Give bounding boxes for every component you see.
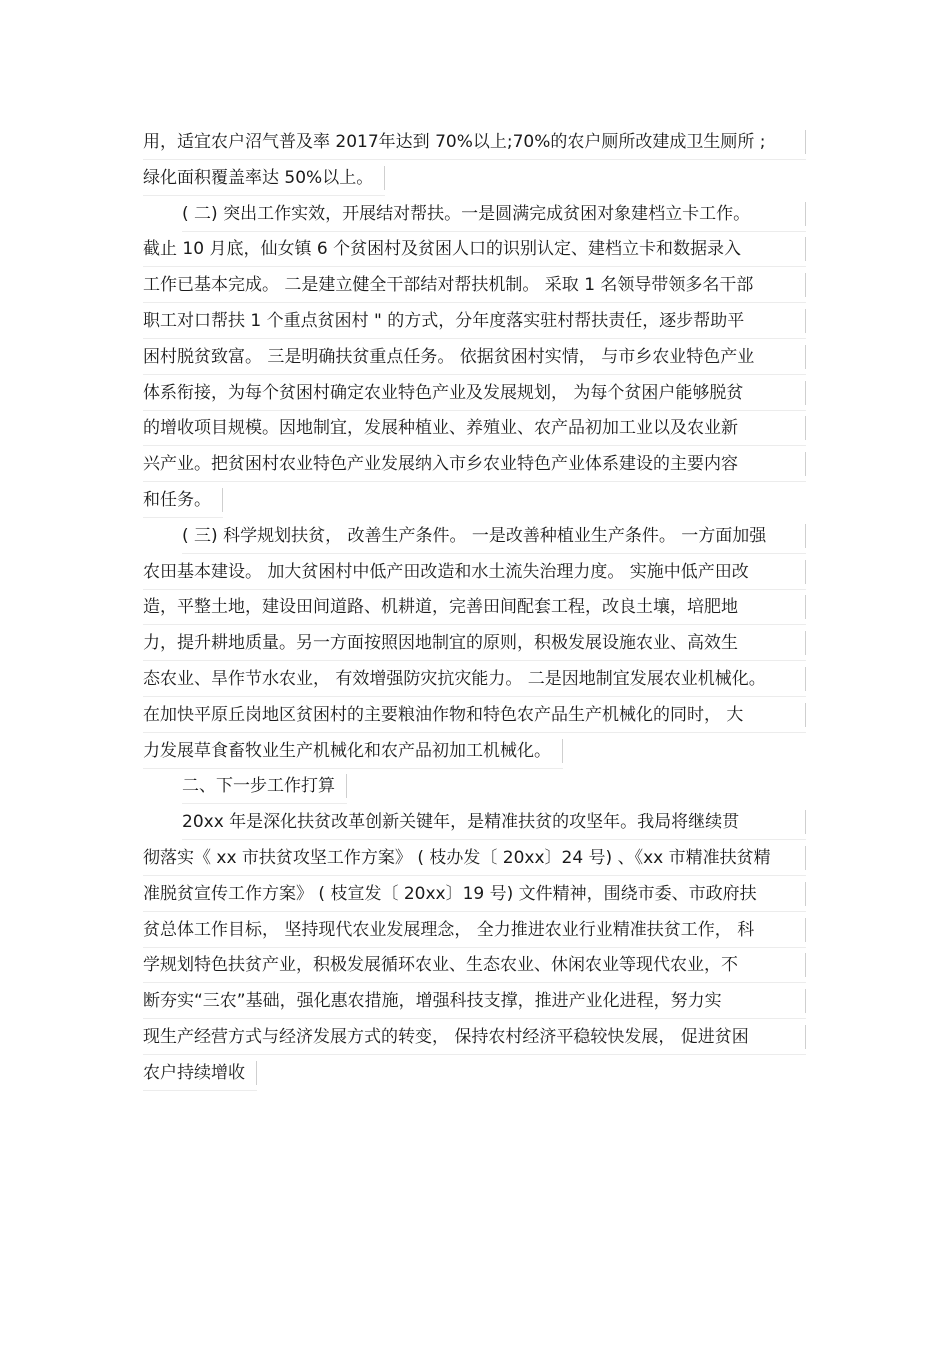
text-line: [143, 1055, 257, 1091]
text-line: [143, 160, 385, 196]
line-edge-divider: [805, 882, 806, 906]
line-text: 学规划特色扶贫产业，积极发展循环农业、生态农业、休闲农业等现代农业，不: [143, 955, 738, 976]
text-line: [143, 1019, 806, 1055]
text-line: [143, 124, 806, 160]
line-text: 农户持续增收: [143, 1062, 245, 1083]
text-line: [143, 375, 806, 411]
line-text: 困村脱贫致富。 三是明确扶贫重点任务。 依据贫困村实情， 与市乡农业特色产业: [143, 346, 755, 367]
line-text: 体系衔接，为每个贫困村确定农业特色产业及发展规划， 为每个贫困户能够脱贫: [143, 382, 744, 403]
line-edge-divider: [805, 416, 806, 440]
line-edge-divider: [805, 846, 806, 870]
line-text: 绿化面积覆盖率达 50%以上。: [143, 167, 374, 188]
line-edge-divider: [805, 1025, 806, 1049]
text-line: [143, 303, 806, 339]
line-edge-divider: [256, 1061, 257, 1085]
line-edge-divider: [805, 810, 806, 834]
line-text: 职工对口帮扶 1 个重点贫困村 " 的方式，分年度落实驻村帮扶责任，逐步帮助平: [143, 311, 745, 331]
text-line: [143, 983, 806, 1019]
text-line: [143, 661, 806, 697]
line-text: 态农业、旱作节水农业， 有效增强防灾抗灾能力。 二是因地制宜发展农业机械化。: [143, 669, 766, 689]
line-text: 二、下一步工作打算: [182, 776, 335, 797]
line-edge-divider: [805, 703, 806, 727]
line-edge-divider: [384, 166, 385, 190]
line-edge-divider: [805, 381, 806, 405]
line-edge-divider: [805, 631, 806, 655]
line-text: 准脱贫宣传工作方案》 ( 枝宣发〔 20xx〕19 号) 文件精神，围绕市委、市政府扶: [143, 883, 757, 904]
line-edge-divider: [222, 488, 223, 512]
line-edge-divider: [805, 524, 806, 548]
text-line: [182, 196, 806, 232]
line-edge-divider: [805, 309, 806, 333]
line-text: 力，提升耕地质量。另一方面按照因地制宜的原则，积极发展设施农业、高效生: [143, 633, 738, 654]
line-edge-divider: [805, 345, 806, 369]
line-text: 工作已基本完成。 二是建立健全干部结对帮扶机制。 采取 1 名领导带领多名干部: [143, 275, 754, 296]
line-text: 力发展草食畜牧业生产机械化和农产品初加工机械化。: [143, 740, 551, 761]
line-text: 现生产经营方式与经济发展方式的转变， 保持农村经济平稳较快发展， 促进贫困: [143, 1027, 749, 1047]
text-line: [143, 876, 806, 912]
text-line: [143, 947, 806, 983]
line-edge-divider: [805, 452, 806, 476]
line-text: ( 二) 突出工作实效，开展结对帮扶。一是圆满完成贫困对象建档立卡工作。: [182, 203, 751, 224]
line-text: 断夯实“三农”基础，强化惠农措施，增强科技支撑，推进产业化进程，努力实: [143, 991, 722, 1012]
text-line: [143, 912, 806, 948]
text-line: [143, 840, 806, 876]
text-line: [143, 410, 806, 446]
line-edge-divider: [805, 953, 806, 977]
line-edge-divider: [805, 273, 806, 297]
line-text: 20xx 年是深化扶贫改革创新关键年，是精准扶贫的攻坚年。我局将继续贯: [182, 812, 740, 833]
line-edge-divider: [562, 739, 563, 763]
line-text: 用，适宜农户沼气普及率 2017年达到 70%以上;70%的农户厕所改建成卫生厕所 ;: [143, 132, 766, 152]
text-line: [143, 733, 563, 769]
line-edge-divider: [805, 237, 806, 261]
line-edge-divider: [805, 202, 806, 226]
line-edge-divider: [805, 130, 806, 154]
line-edge-divider: [805, 989, 806, 1013]
line-text: 造，平整土地，建设田间道路、机耕道，完善田间配套工程，改良土壤，培肥地: [143, 597, 738, 618]
text-line: [182, 768, 347, 804]
line-text: 彻落实《 xx 市扶贫攻坚工作方案》 ( 枝办发〔 20xx〕24 号) 、《xx 市精准扶贫精: [143, 848, 771, 868]
line-text: 在加快平原丘岗地区贫困村的主要粮油作物和特色农产品生产机械化的同时， 大: [143, 704, 744, 725]
text-line: [143, 625, 806, 661]
text-line: [182, 804, 806, 840]
line-edge-divider: [805, 918, 806, 942]
text-line: [143, 267, 806, 303]
line-edge-divider: [346, 774, 347, 798]
text-line: [143, 554, 806, 590]
text-line: [143, 697, 806, 733]
text-line: [182, 518, 806, 554]
line-text: ( 三) 科学规划扶贫， 改善生产条件。 一是改善种植业生产条件。 一方面加强: [182, 525, 767, 546]
line-text: 和任务。: [143, 490, 211, 510]
line-edge-divider: [805, 560, 806, 584]
line-edge-divider: [805, 595, 806, 619]
line-text: 截止 10 月底，仙女镇 6 个贫困村及贫困人口的识别认定、建档立卡和数据录入: [143, 239, 742, 260]
line-text: 贫总体工作目标， 坚持现代农业发展理念， 全力推进农业行业精准扶贫工作， 科: [143, 919, 755, 940]
text-line: [143, 446, 806, 482]
text-line: [143, 339, 806, 375]
text-line: [143, 482, 223, 518]
text-line: [143, 589, 806, 625]
line-edge-divider: [805, 667, 806, 691]
text-line: [143, 231, 806, 267]
line-text: 的增收项目规模。因地制宜，发展种植业、养殖业、农产品初加工业以及农业新: [143, 418, 738, 439]
line-text: 兴产业。把贫困村农业特色产业发展纳入市乡农业特色产业体系建设的主要内容: [143, 454, 738, 475]
line-text: 农田基本建设。 加大贫困村中低产田改造和水土流失治理力度。 实施中低产田改: [143, 561, 749, 582]
